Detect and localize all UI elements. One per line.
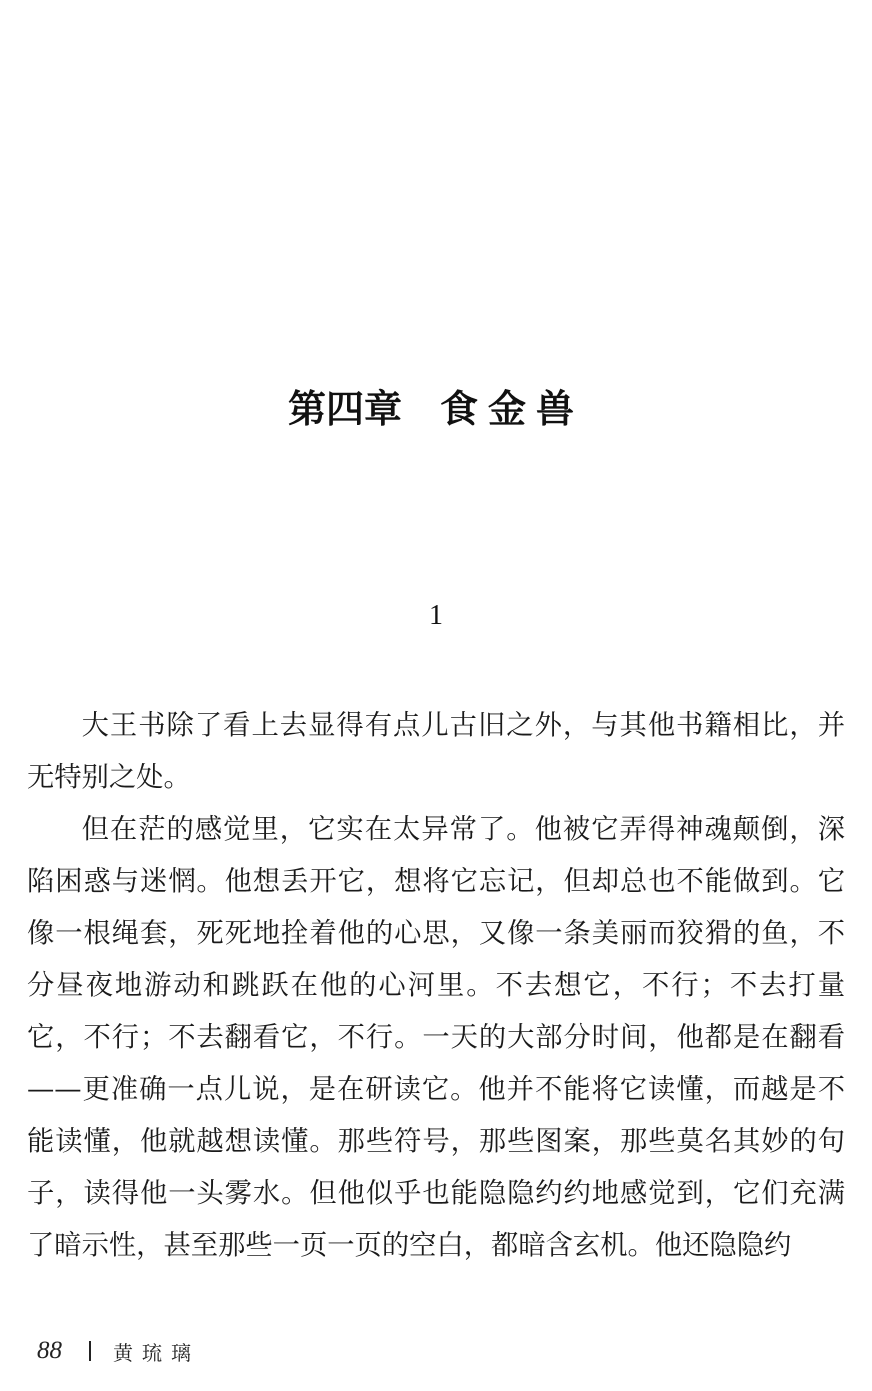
paragraph: 大王书除了看上去显得有点儿古旧之外，与其他书籍相比，并无特别之处。 [27, 710, 845, 793]
body-text [27, 700, 845, 1272]
footer-divider [89, 1341, 91, 1361]
chapter-name: 食金兽 [440, 387, 585, 431]
chapter-number-label: 第四章 [287, 387, 402, 431]
section-number: 1 [429, 600, 443, 631]
page-number: 88 [37, 1337, 62, 1364]
paragraph: 但在茫的感觉里，它实在太异常了。他被它弄得神魂颠倒，深陷困惑与迷惘。他想丢开它，想将它忘记，但却总也不能做到。它像一根绳套，死死地拴着他的心思，又像一条美丽而狡猾的鱼，不分昼夜地游动和跳跃在他的心河里。不去想它，不行；不去打量它，不行；不去翻看它，不行。一天的大部分时间，他都是在翻看——更准确一点儿说，是在研读它。他并不能将它读懂，而越是不能读懂，他就越想读懂。那些符号，那些图案，那些莫名其妙的句子，读得他一头雾水。但他似乎也能隐隐约约地感觉到，它们充满了暗示性，甚至那些一页一页的空白，都暗含玄机。他还隐隐约 [27, 814, 845, 1261]
page-footer [37, 1334, 200, 1368]
chapter-title [0, 384, 872, 434]
book-title: 黄琉璃 [113, 1340, 200, 1365]
